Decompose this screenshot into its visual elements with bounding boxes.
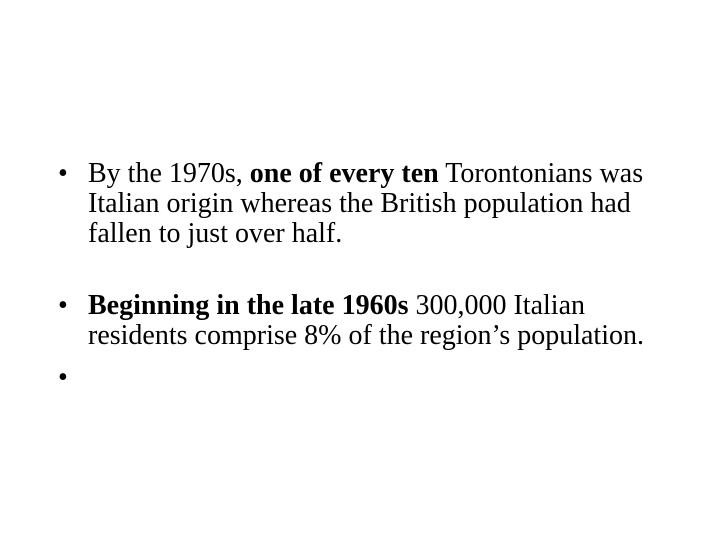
bullet-icon: • (58, 362, 68, 393)
text-segment: 300,000 Italian residents comprise 8% of the region’s population. (88, 290, 644, 351)
text-segment-bold: Beginning in the late 1960s (88, 290, 409, 321)
bullet-icon: • (58, 158, 68, 189)
text-segment: By the 1970s, (88, 158, 250, 189)
bullet-text (88, 290, 644, 351)
bullet-item-empty (58, 363, 678, 400)
bullet-item-italian-share (58, 159, 678, 249)
text-segment: Torontonians was Italian origin whereas the British population had fallen to just over half. (88, 158, 644, 249)
bullet-icon: • (58, 290, 68, 321)
text-segment-bold: one of every ten (249, 158, 439, 189)
bullet-list (58, 159, 678, 442)
bullet-item-late-1960s (58, 291, 678, 351)
bullet-text (88, 158, 643, 249)
